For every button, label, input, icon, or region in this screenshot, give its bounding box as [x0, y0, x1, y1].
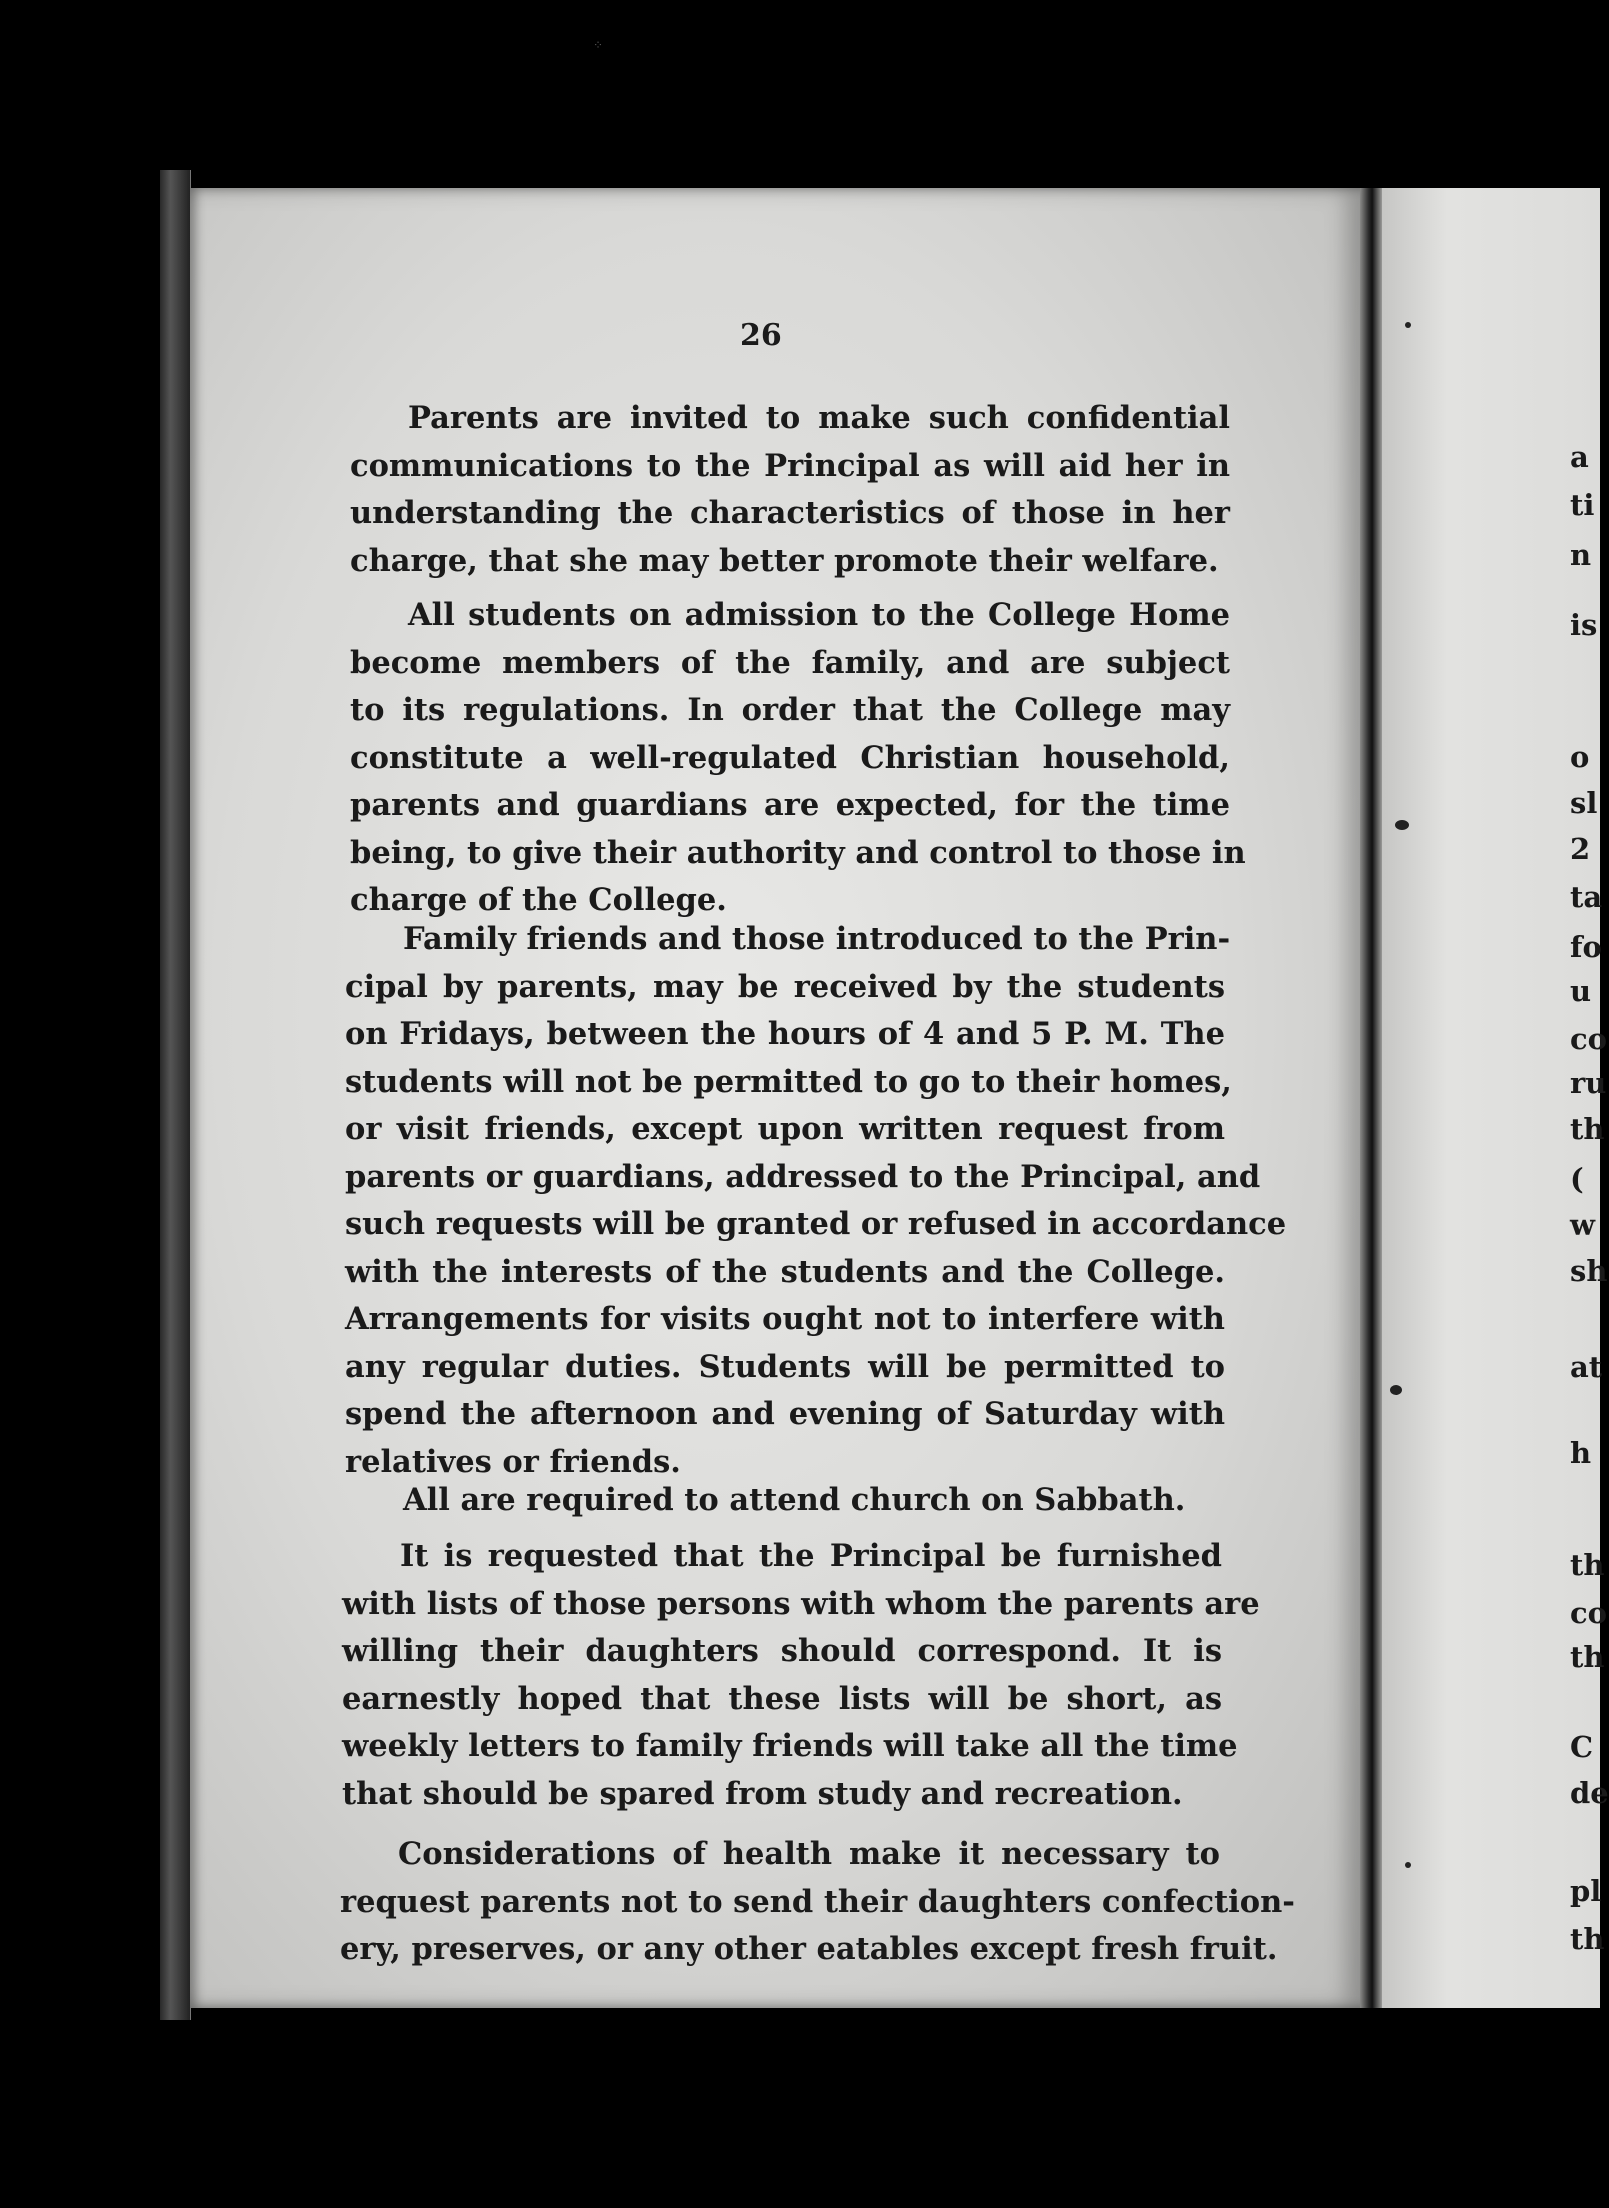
text-line: willing their daughters should correspond. It is: [342, 1633, 1222, 1669]
text-line: ery, preserves, or any other eatables except fresh fruit.: [340, 1931, 1278, 1967]
text-line: parents or guardians, addressed to the Principal, and: [345, 1158, 1261, 1195]
text-line: request parents not to send their daughters confection-: [340, 1883, 1295, 1920]
facing-page-fragment: co: [1570, 1022, 1608, 1056]
text-line: being, to give their authority and control to those in: [350, 834, 1246, 871]
text-line: Family friends and those introduced to the Prin-: [403, 921, 1231, 957]
binding-mark: [1405, 322, 1411, 328]
facing-page-fragment: at: [1570, 1350, 1603, 1384]
facing-page-fragment: co: [1570, 1596, 1608, 1630]
text-line: All students on admission to the College Home: [408, 597, 1230, 633]
text-line: parents and guardians are expected, for the time: [350, 787, 1230, 823]
text-line: to its regulations. In order that the College may: [350, 692, 1230, 728]
text-line: or visit friends, except upon written request from: [345, 1111, 1225, 1147]
text-line: cipal by parents, may be received by the students: [345, 968, 1225, 1005]
facing-page-fragment: o: [1570, 740, 1590, 774]
facing-page-fragment: th: [1570, 1640, 1605, 1674]
text-line: weekly letters to family friends will take all the time: [342, 1728, 1238, 1764]
text-line: understanding the characteristics of those in her: [350, 495, 1230, 531]
page-number: 26: [740, 318, 782, 353]
facing-page-fragment: C: [1570, 1730, 1594, 1764]
text-line: such requests will be granted or refused in accordance: [345, 1206, 1287, 1242]
book-cover-edge: [160, 170, 191, 2020]
text-line: communications to the Principal as will aid her in: [350, 447, 1230, 484]
text-line: with lists of those persons with whom the parents are: [342, 1585, 1260, 1622]
binding-mark: [1395, 820, 1409, 830]
text-line: that should be spared from study and recreation.: [342, 1775, 1183, 1812]
text-line: become members of the family, and are subject: [350, 644, 1230, 681]
facing-page-fragment: u: [1570, 974, 1592, 1008]
text-line: All are required to attend church on Sabbath.: [403, 1482, 1186, 1518]
facing-page-fragment: 2: [1570, 832, 1591, 866]
text-line: charge, that she may better promote their welfare.: [350, 542, 1219, 579]
text-line: It is requested that the Principal be furnished: [400, 1538, 1222, 1574]
facing-page-fragment: ta: [1570, 880, 1603, 914]
text-line: Considerations of health make it necessary to: [398, 1836, 1220, 1872]
facing-page-fragment: ru: [1570, 1066, 1607, 1100]
facing-page-fragment: th: [1570, 1548, 1605, 1582]
facing-page-fragment: de: [1570, 1776, 1609, 1810]
facing-page-fragment: pl: [1570, 1874, 1602, 1908]
facing-page-fragment: h: [1570, 1436, 1592, 1470]
facing-page-fragment: (: [1570, 1162, 1584, 1196]
text-line: spend the afternoon and evening of Saturday with: [345, 1396, 1225, 1432]
facing-page-fragment: sl: [1570, 786, 1598, 820]
facing-page-fragment: th: [1570, 1922, 1605, 1956]
facing-page-fragment: ti: [1570, 488, 1595, 522]
text-line: Parents are invited to make such confidential: [408, 400, 1230, 436]
binding-mark: [1405, 1862, 1411, 1868]
facing-page-fragment: sh: [1570, 1254, 1608, 1288]
text-line: relatives or friends.: [345, 1443, 681, 1480]
text-line: Arrangements for visits ought not to interfere with: [345, 1301, 1225, 1337]
binding-mark: [1390, 1385, 1402, 1395]
scan-artifact: ⁘: [593, 38, 604, 52]
book-gutter: [1360, 188, 1382, 2008]
facing-page-fragment: fo: [1570, 930, 1602, 964]
right-page: [1382, 188, 1603, 2008]
text-line: earnestly hoped that these lists will be short, as: [342, 1680, 1222, 1717]
facing-page-fragment: th: [1570, 1112, 1605, 1146]
text-line: with the interests of the students and the College.: [345, 1253, 1225, 1290]
facing-page-fragment: is: [1570, 608, 1598, 642]
facing-page-fragment: w: [1570, 1208, 1595, 1242]
text-line: any regular duties. Students will be permitted to: [345, 1348, 1225, 1385]
facing-page-fragment: n: [1570, 538, 1592, 572]
text-line: charge of the College.: [350, 882, 727, 918]
facing-page-fragment: a: [1570, 440, 1589, 474]
text-line: students will not be permitted to go to their homes,: [345, 1063, 1232, 1100]
text-line: constitute a well-regulated Christian household,: [350, 739, 1230, 776]
text-line: on Fridays, between the hours of 4 and 5 P. M. The: [345, 1016, 1225, 1052]
